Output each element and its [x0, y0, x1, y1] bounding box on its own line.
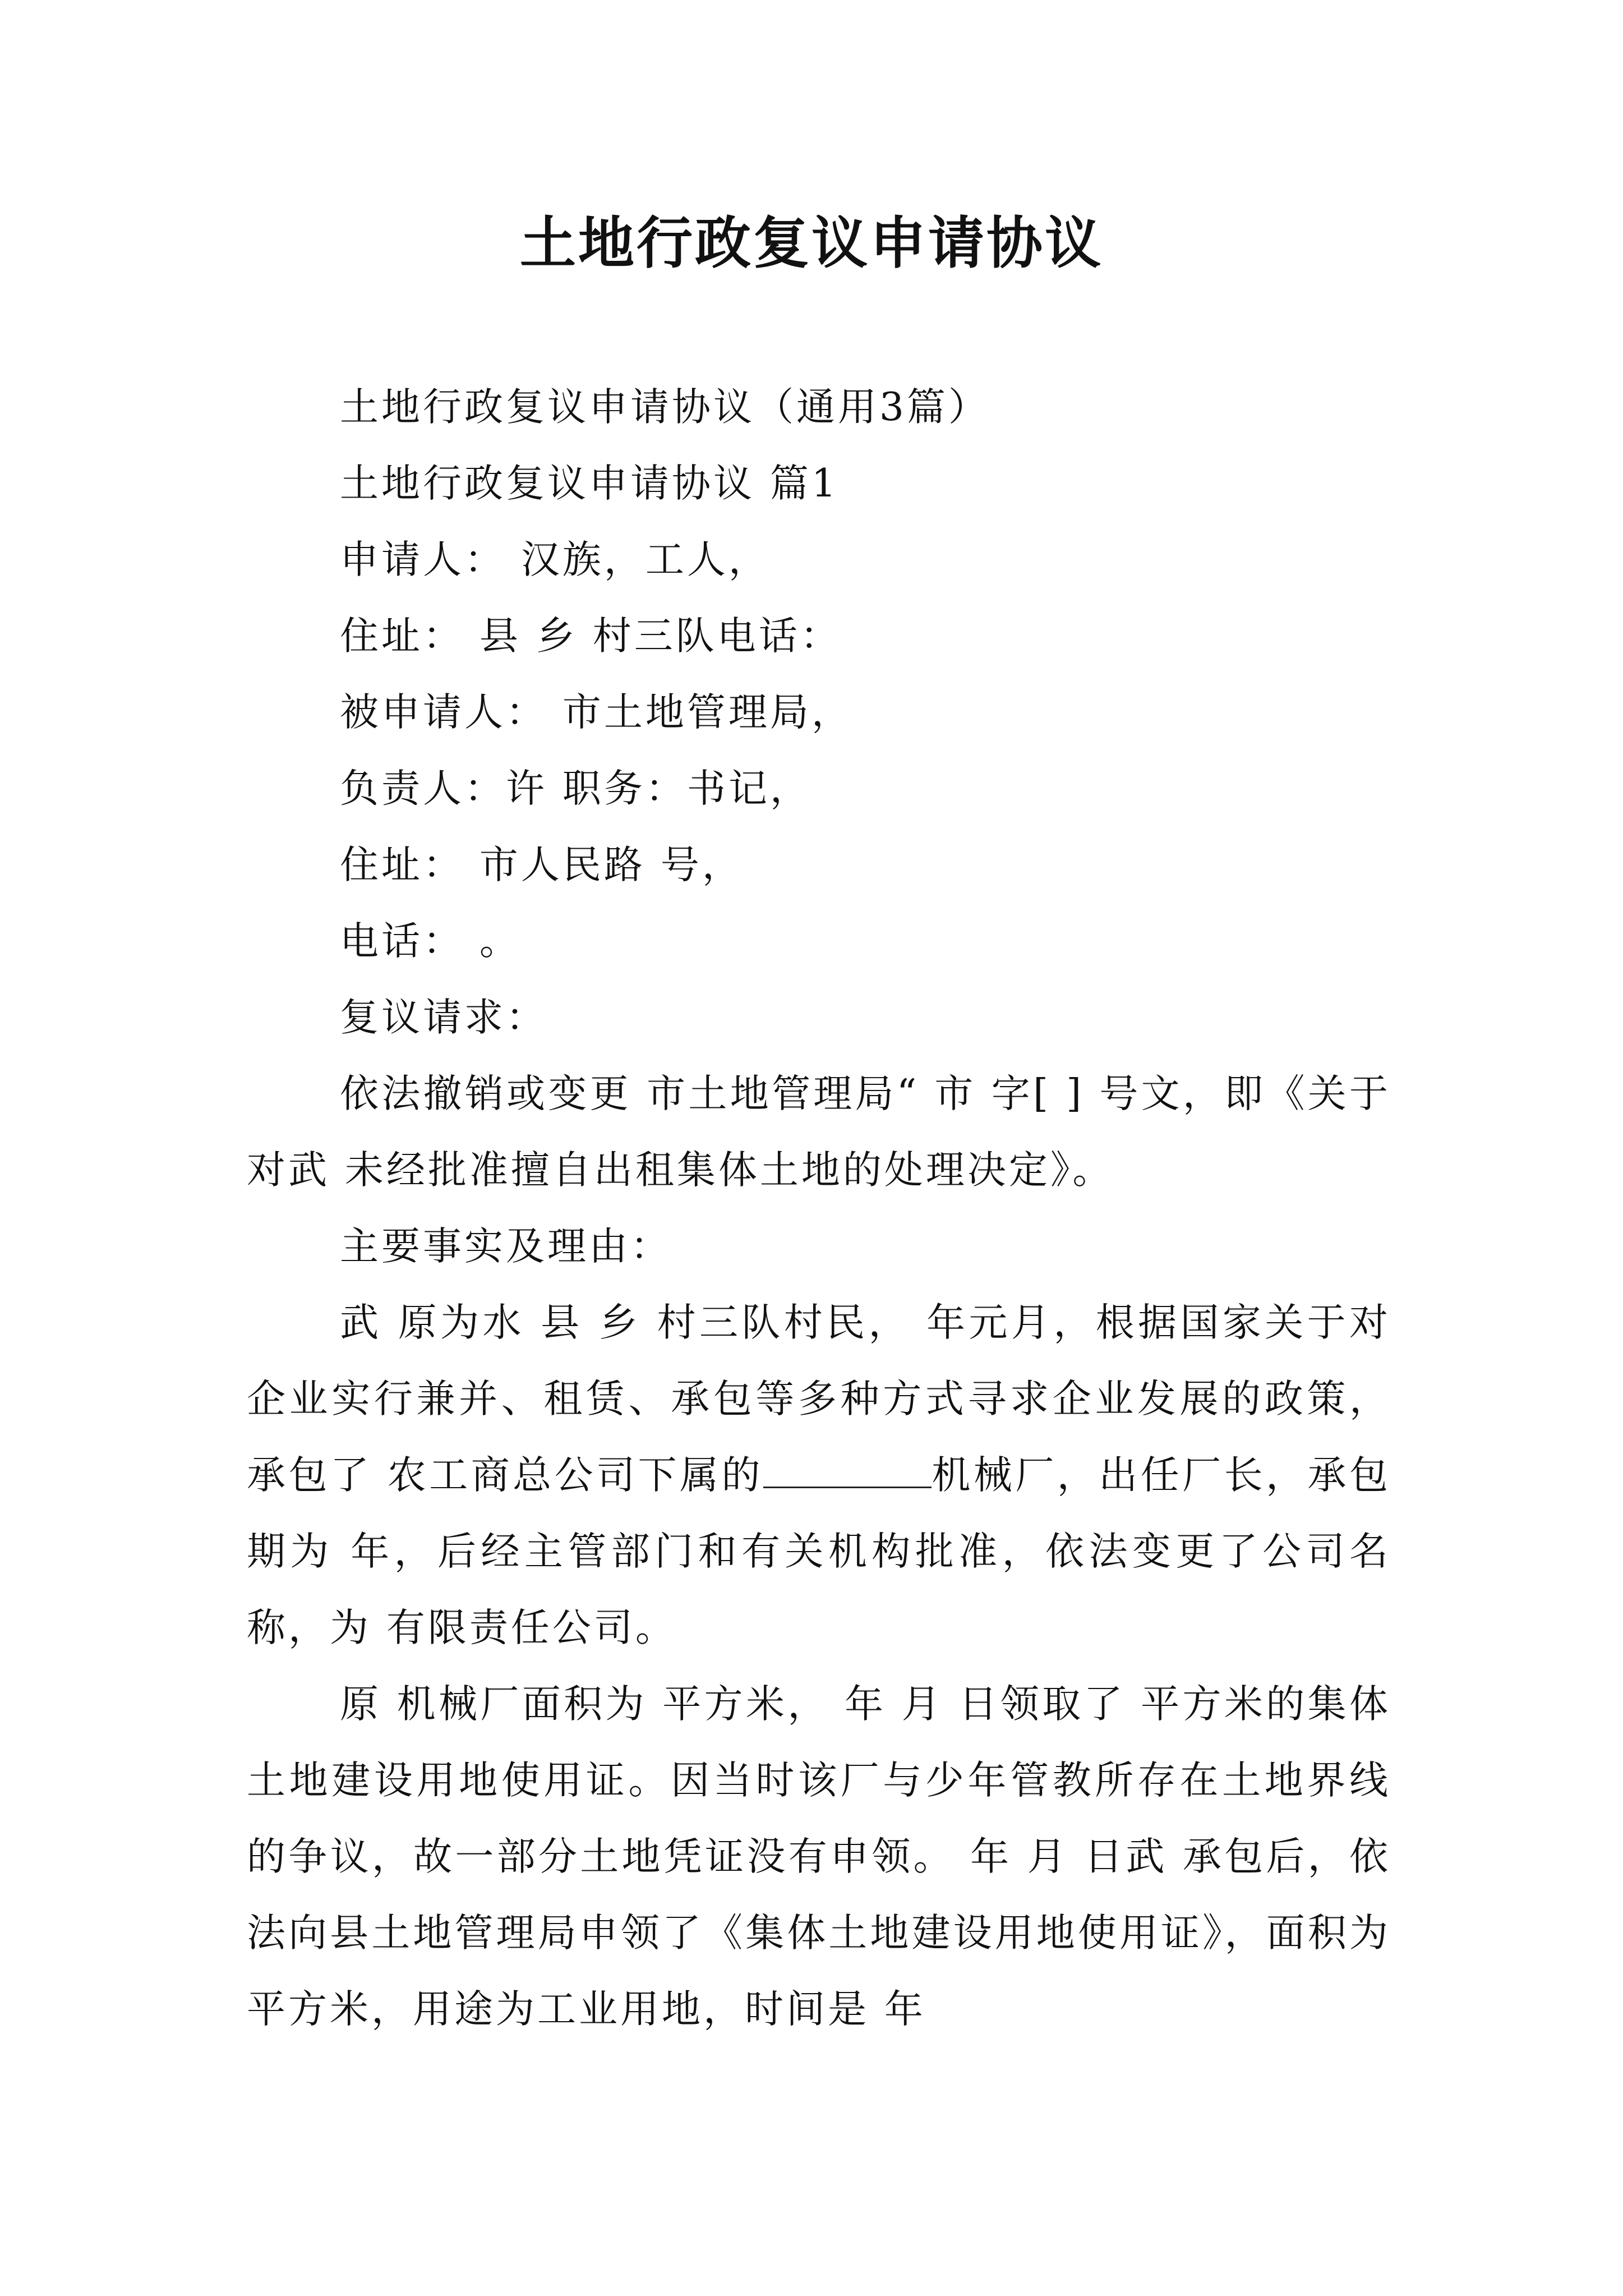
paragraph-section-heading: 土地行政复议申请协议 篇1 [340, 461, 839, 506]
paragraph-request-heading: 复议请求： [340, 995, 547, 1040]
paragraph-facts-1 [247, 1285, 1391, 1666]
paragraph-facts-2: 原 机械厂面积为 平方米， 年 月 日领取了 平方米的集体土地建设用地使用证。因当时该厂与少年管教所存在土地界线的争议，故一部分土地凭证没有申领。 年 月 日武 承包后，依法向县土地管理局申领了《集体土地建设用地使用证》，面积为 平方米，用途为工业用地，时间是 年 [247, 1682, 1391, 2032]
paragraph-phone: 电话： 。 [340, 919, 521, 964]
paragraph-applicant-address: 住址： 县 乡 村三队电话： [340, 614, 842, 659]
document-body [247, 369, 1391, 2047]
paragraph-applicant: 申请人： 汉族，工人， [340, 537, 770, 582]
paragraph-respondent-address: 住址： 市人民路 号， [340, 843, 744, 887]
paragraph-facts-heading: 主要事实及理由： [340, 1224, 672, 1269]
paragraph-facts-1-after: 机械厂，出任厂长，承包期为 年，后经主管部门和有关机构批准，依法变更了公司名称，为 有限责任公司。 [247, 1453, 1391, 1650]
document-title: 土地行政复议申请协议 [520, 210, 1103, 276]
paragraph-request: 依法撤销或变更 市土地管理局“ 市 字[ ] 号文，即《关于对武 未经批准擅自出租集体土地的处理决定》。 [247, 1071, 1391, 1193]
paragraph-facts-1-before: 武 原为水 县 乡 村三队村民， 年元月，根据国家关于对企业实行兼并、租赁、承包等多种方式寻求企业发展的政策，承包了 农工商总公司下属的 [247, 1300, 1391, 1498]
paragraph-subtitle: 土地行政复议申请协议（通用3篇） [340, 385, 990, 430]
paragraph-respondent: 被申请人： 市土地管理局， [340, 690, 853, 735]
paragraph-person-in-charge: 负责人：许 职务：书记， [340, 766, 811, 811]
blank-line [763, 1448, 932, 1488]
